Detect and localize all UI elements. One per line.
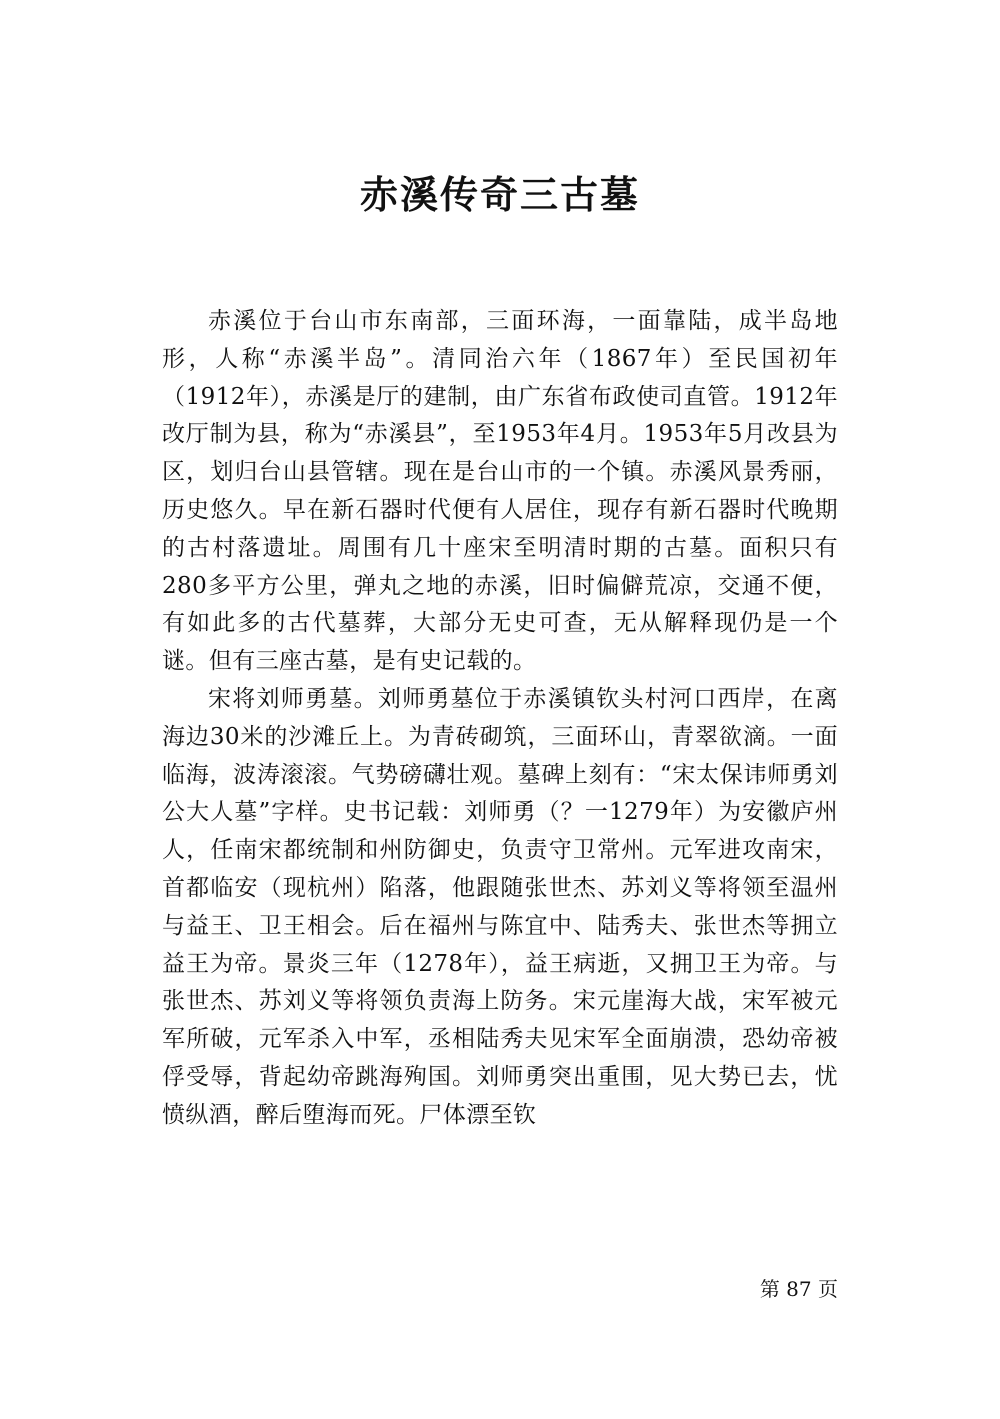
page-number: 第 87 页 — [759, 1277, 838, 1301]
page-title: 赤溪传奇三古墓 — [359, 173, 640, 217]
paragraph: 赤溪位于台山市东南部，三面环海，一面靠陆，成半岛地形，人称“赤溪半岛”。清同治六年（1867年）至民国初年（1912年），赤溪是厅的建制，由广东省布政使司直管。1912年改厅制为县，称为“赤溪县”，至1953年4月。1953年5月改县为区，划归台山县管辖。现在是台山市的一个镇。赤溪风景秀丽，历史悠久。早在新石器时代便有人居住，现存有新石器时代晚期的古村落遗址。周围有几十座宋至明清时期的古墓。面积只有280多平方公里，弹丸之地的赤溪，旧时偏僻荒凉，交通不便，有如此多的古代墓葬，大部分无史可查，无从解释现仍是一个谜。但有三座古墓，是有史记载的。 — [162, 308, 838, 675]
article-body — [162, 303, 838, 1135]
paragraph: 宋将刘师勇墓。刘师勇墓位于赤溪镇钦头村河口西岸，在离海边30米的沙滩丘上。为青砖砌筑，三面环山，青翠欲滴。一面临海，波涛滚滚。气势磅礴壮观。墓碑上刻有：“宋太保讳师勇刘公大人墓”字样。史书记载：刘师勇（？一1279年）为安徽庐州人，任南宋都统制和州防御史，负责守卫常州。元军进攻南宋，首都临安（现杭州）陷落，他跟随张世杰、苏刘义等将领至温州与益王、卫王相会。后在福州与陈宜中、陆秀夫、张世杰等拥立益王为帝。景炎三年（1278年），益王病逝，又拥卫王为帝。与张世杰、苏刘义等将领负责海上防务。宋元崖海大战，宋军被元军所破，元军杀入中军，丞相陆秀夫见宋军全面崩溃，恐幼帝被俘受辱，背起幼帝跳海殉国。刘师勇突出重围，见大势已去，忧愤纵酒，醉后堕海而死。尸体漂至钦 — [162, 685, 838, 1128]
